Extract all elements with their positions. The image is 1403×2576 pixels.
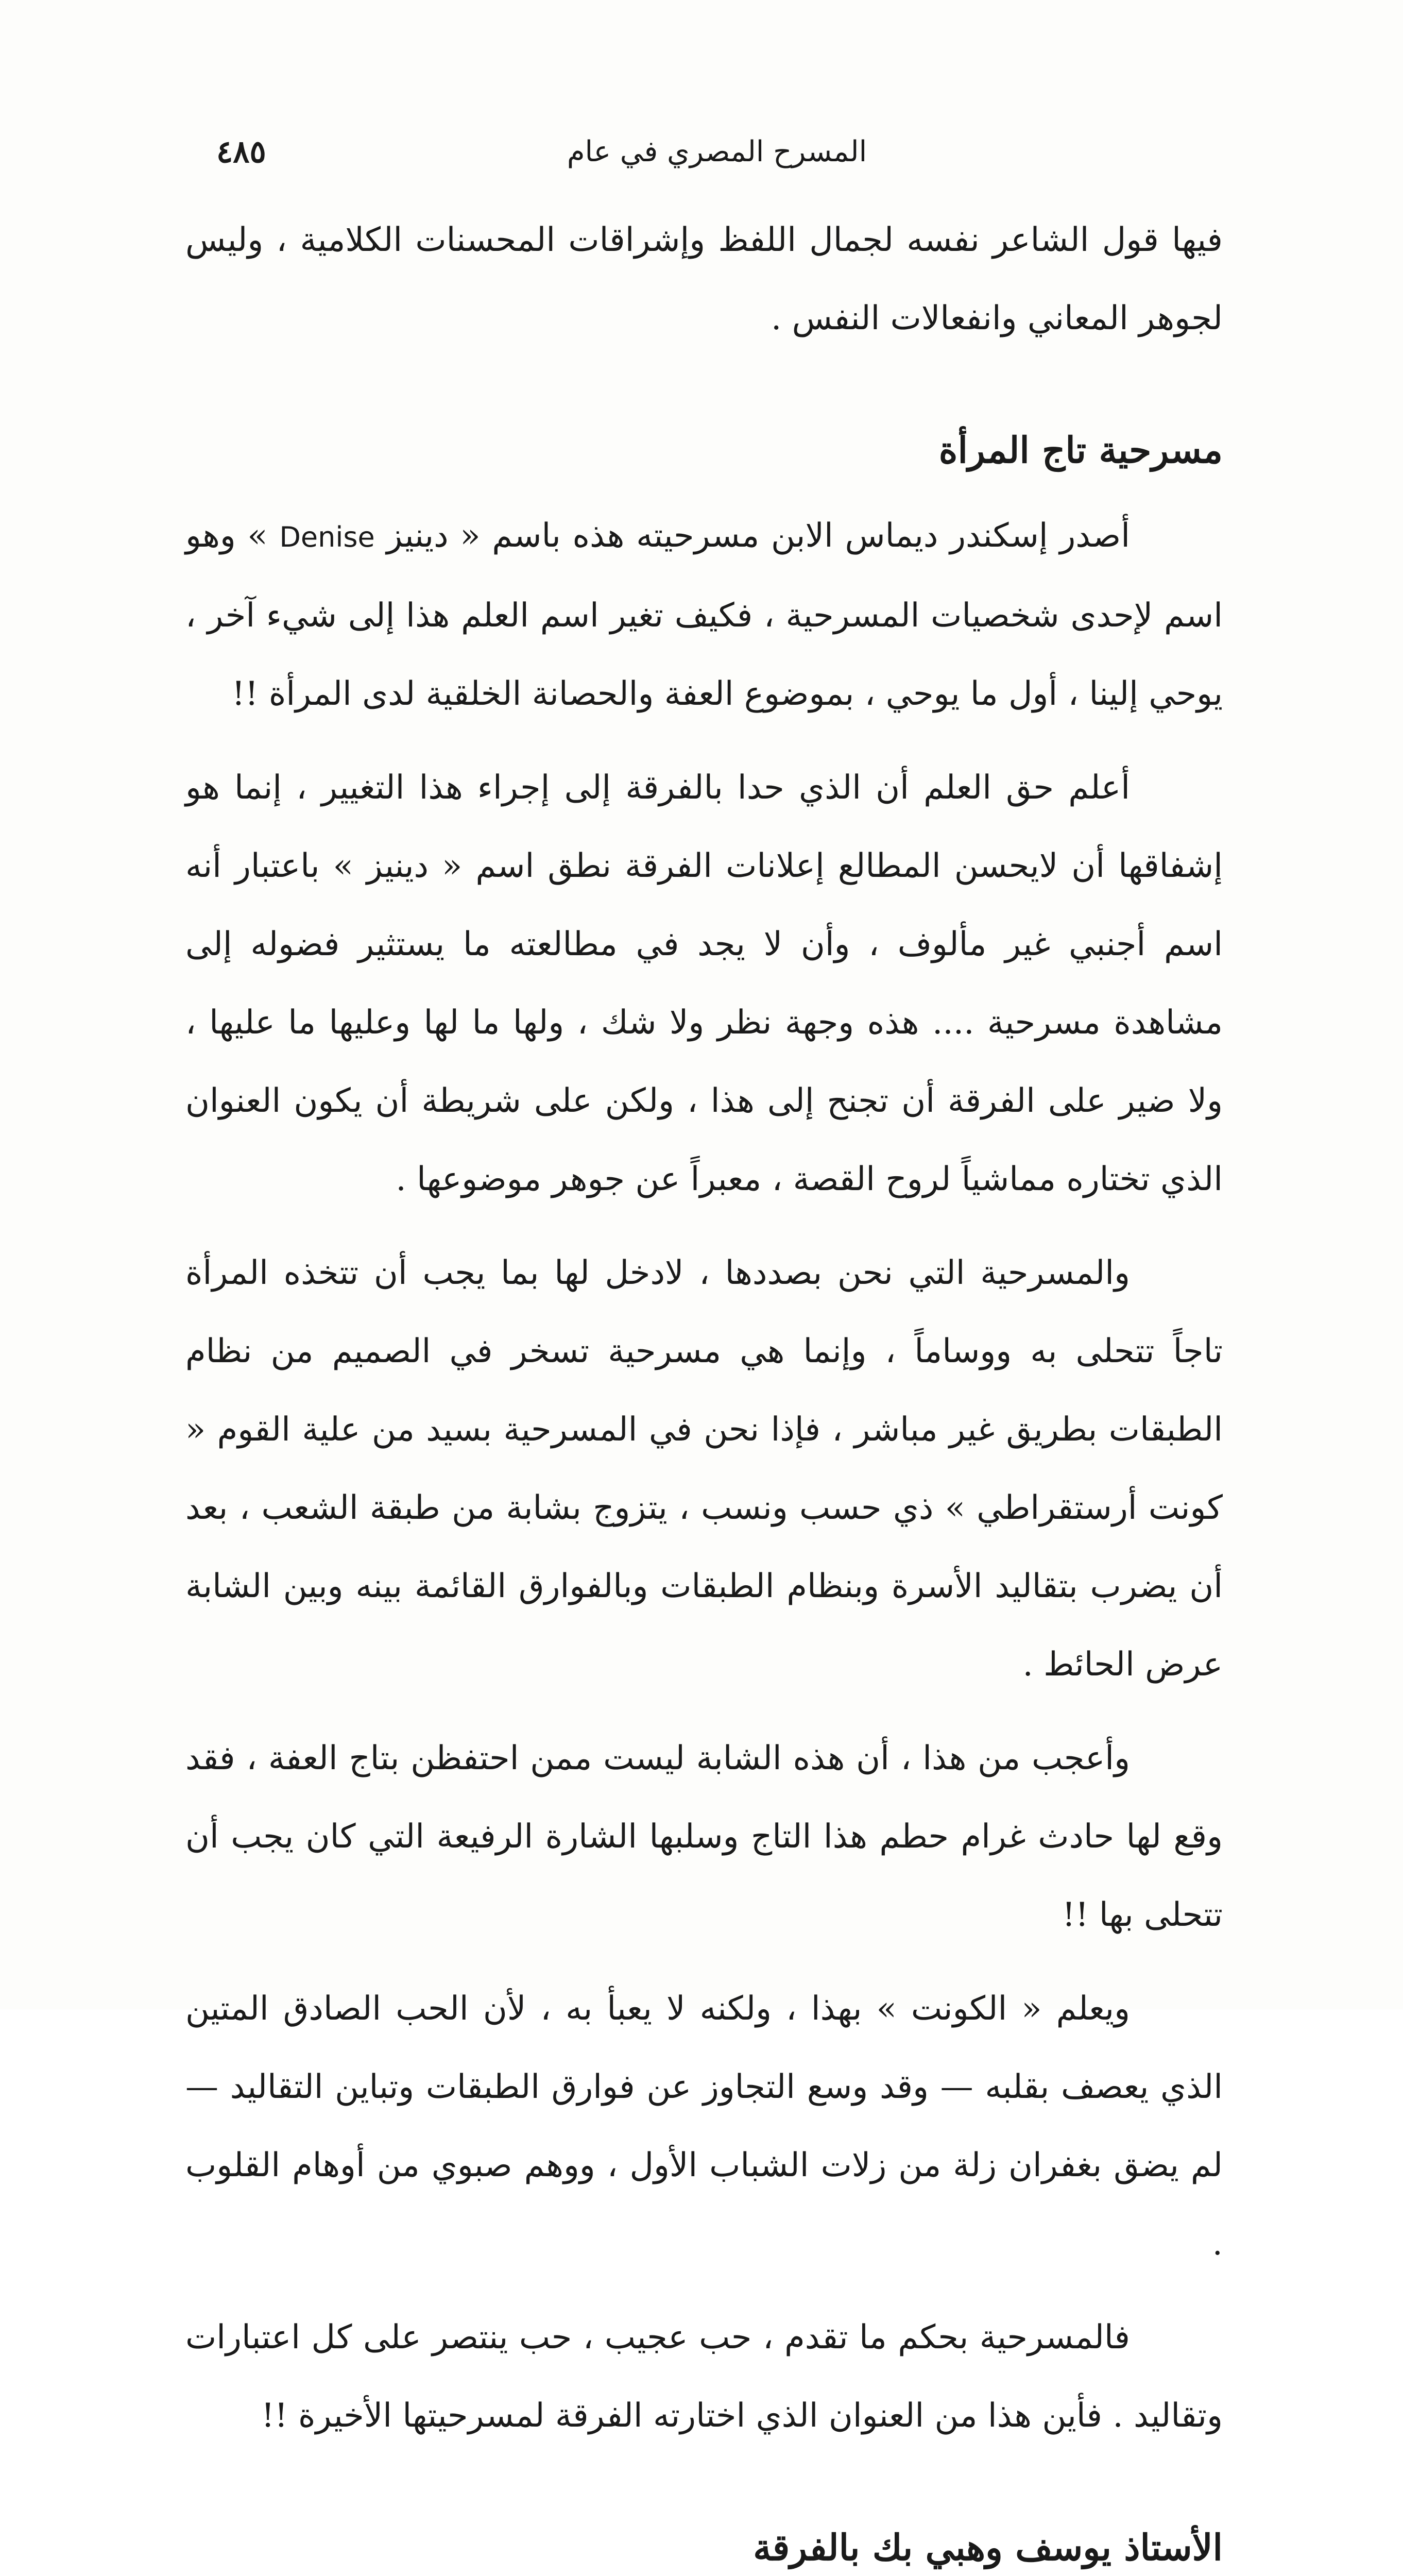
paragraph: أعلم حق العلم أن الذي حدا بالفرقة إلى إجراء هذا التغيير ، إنما هو إشفاقها أن لايحسن المطالع إعلانات الفرقة نطق اسم « دينيز » باعتبار أنه اسم أجنبي غير مألوف ، وأن لا يجد في مطالعته ما يستثير فضوله إلى مشاهدة مسرحية .... هذه وجهة نظر ولا شك ، ولها ما لها وعليها ما عليها ، ولا ضير على الفرقة أن تجنح إلى هذا ، ولكن على شريطة أن يكون العنوان الذي تختاره مماشياً لروح القصة ، معبراً عن جوهر موضوعها . <box>185 769 1223 1198</box>
paragraph: والمسرحية التي نحن بصددها ، لادخل لها بما يجب أن تتخذه المرأة تاجاً تتحلى به ووساماً ، وإنما هي مسرحية تسخر في الصميم من نظام الطبقات بطريق غير مباشر ، فإذا نحن في المسرحية بسيد من علية القوم « كونت أرستقراطي » ذي حسب ونسب ، يتزوج بشابة من طبقة الشعب ، بعد أن يضرب بتقاليد الأسرة وبنظام الطبقات وبالفوارق القائمة بينه وبين الشابة عرض الحائط . <box>185 1254 1223 1684</box>
running-header-title: المسرح المصري في عام <box>567 135 867 168</box>
latin-name: Denise <box>279 521 375 553</box>
paragraph: فالمسرحية بحكم ما تقدم ، حب عجيب ، حب ينتصر على كل اعتبارات وتقاليد . فأين هذا من العنوان الذي اختارته الفرقة لمسرحيتها الأخيرة !! <box>185 2318 1223 2435</box>
paragraph: ويعلم « الكونت » بهذا ، ولكنه لا يعبأ به ، لأن الحب الصادق المتين الذي يعصف بقلبه — وقد وسع التجاوز عن فوارق الطبقات وتباين التقاليد — لم يضق بغفران زلة من زلات الشباب الأول ، ووهم صبوي من أوهام القلوب . <box>185 1990 1223 2263</box>
text-body <box>185 201 1223 2576</box>
section-heading-taj-almara: مسرحية تاج المرأة <box>938 429 1223 471</box>
paragraph-text: أصدر إسكندر ديماس الابن مسرحيته هذه باسم « دينيز <box>386 517 1131 555</box>
running-header <box>216 129 1218 175</box>
paragraph-text: » وهو اسم لإحدى شخصيات المسرحية ، فكيف تغير اسم العلم هذا إلى شيء آخر ، يوحي إلينا ، أول ما يوحي ، بموضوع العفة والحصانة الخلقية لدى المرأة !! <box>185 517 1223 713</box>
page-number: ٤٨٥ <box>216 134 266 170</box>
paragraph: وأعجب من هذا ، أن هذه الشابة ليست ممن احتفظن بتاج العفة ، فقد وقع لها حادث غرام حطم هذا التاج وسلبها الشارة الرفيعة التي كان يجب أن تتحلى بها !! <box>185 1739 1223 1934</box>
paragraph <box>185 497 1223 733</box>
paragraph-continuation: فيها قول الشاعر نفسه لجمال اللفظ وإشراقات المحسنات الكلامية ، وليس لجوهر المعاني وانفعالات النفس . <box>185 221 1223 337</box>
section-heading-youssef-wahbi: الأستاذ يوسف وهبي بك بالفرقة <box>753 2526 1223 2569</box>
